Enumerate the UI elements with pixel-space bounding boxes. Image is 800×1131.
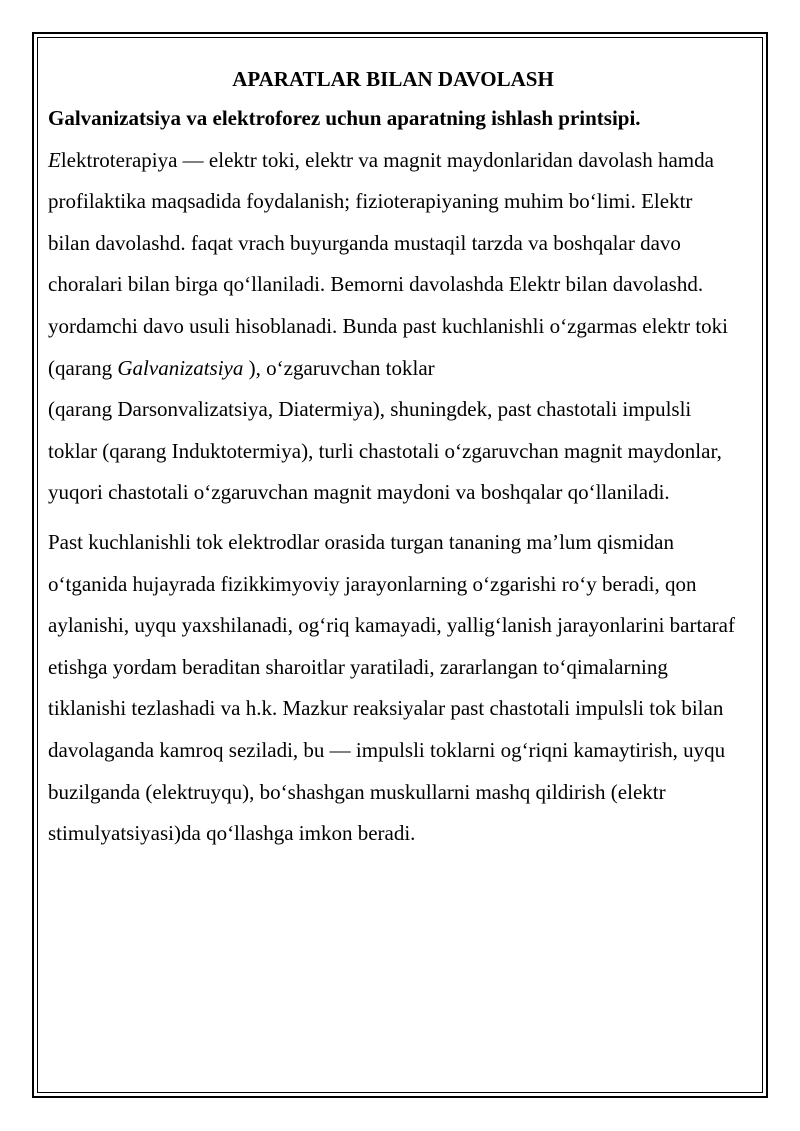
document-body [48,60,738,855]
section-heading: Galvanizatsiya va elektroforez uchun aparatning ishlash printsipi. [48,106,641,130]
document-title: APARATLAR BILAN DAVOLASH [232,67,554,91]
paragraph-1 [48,98,738,514]
paragraph-1-text-a: lektroterapiya — elektr toki, elektr va magnit maydonlaridan davolash hamda profilaktika maqsadida foydalanish; fizioterapiyaning muhim boʻlimi. Elektr bilan davolashd. faqat vrach buyurganda mustaqil tarzda va boshqalar davo choralari bilan birga qoʻllaniladi. Bemorni davolashda Elektr bilan davolashd. yordamchi davo usuli hisoblanadi. Bunda past kuchlanishli oʻzgarmas elektr toki (qarang [48,147,729,380]
paragraph-2: Past kuchlanishli tok elektrodlar orasida turgan tananing maʼlum qismidan oʻtganida hujayrada fizikkimyoviy jarayonlarning oʻzgarishi roʻy beradi, qon aylanishi, uyqu yaxshilanadi, ogʻriq kamayadi, yalligʻlanish jarayonlarini bartaraf etishga yordam beraditan sharoitlar yaratiladi, zararlangan toʻqimalarning tiklanishi tezlashadi va h.k. Mazkur reaksiyalar past chastotali impulsli tok bilan davolaganda kamroq seziladi, bu — impulsli toklarni ogʻriqni kamaytirish, uyqu buzilganda (elektruyqu), boʻshashgan muskullarni mashq qildirish (elektr stimulyatsiyasi)da qoʻllashga imkon beradi. [48,529,735,846]
paragraph-1-text-b: ), oʻzgaruvchan toklar [243,355,435,380]
drop-letter: E [48,147,61,172]
paragraph-1-text-c: (qarang Darsonvalizatsiya, Diatermiya), shuningdek, past chastotali impulsli toklar (qarang Induktotermiya), turli chastotali oʻzgaruvchan magnit maydonlar, yuqori chastotali oʻzgaruvchan magnit maydoni va boshqalar qoʻllaniladi. [48,397,722,505]
term-galvanizatsiya: Galvanizatsiya [117,355,244,380]
